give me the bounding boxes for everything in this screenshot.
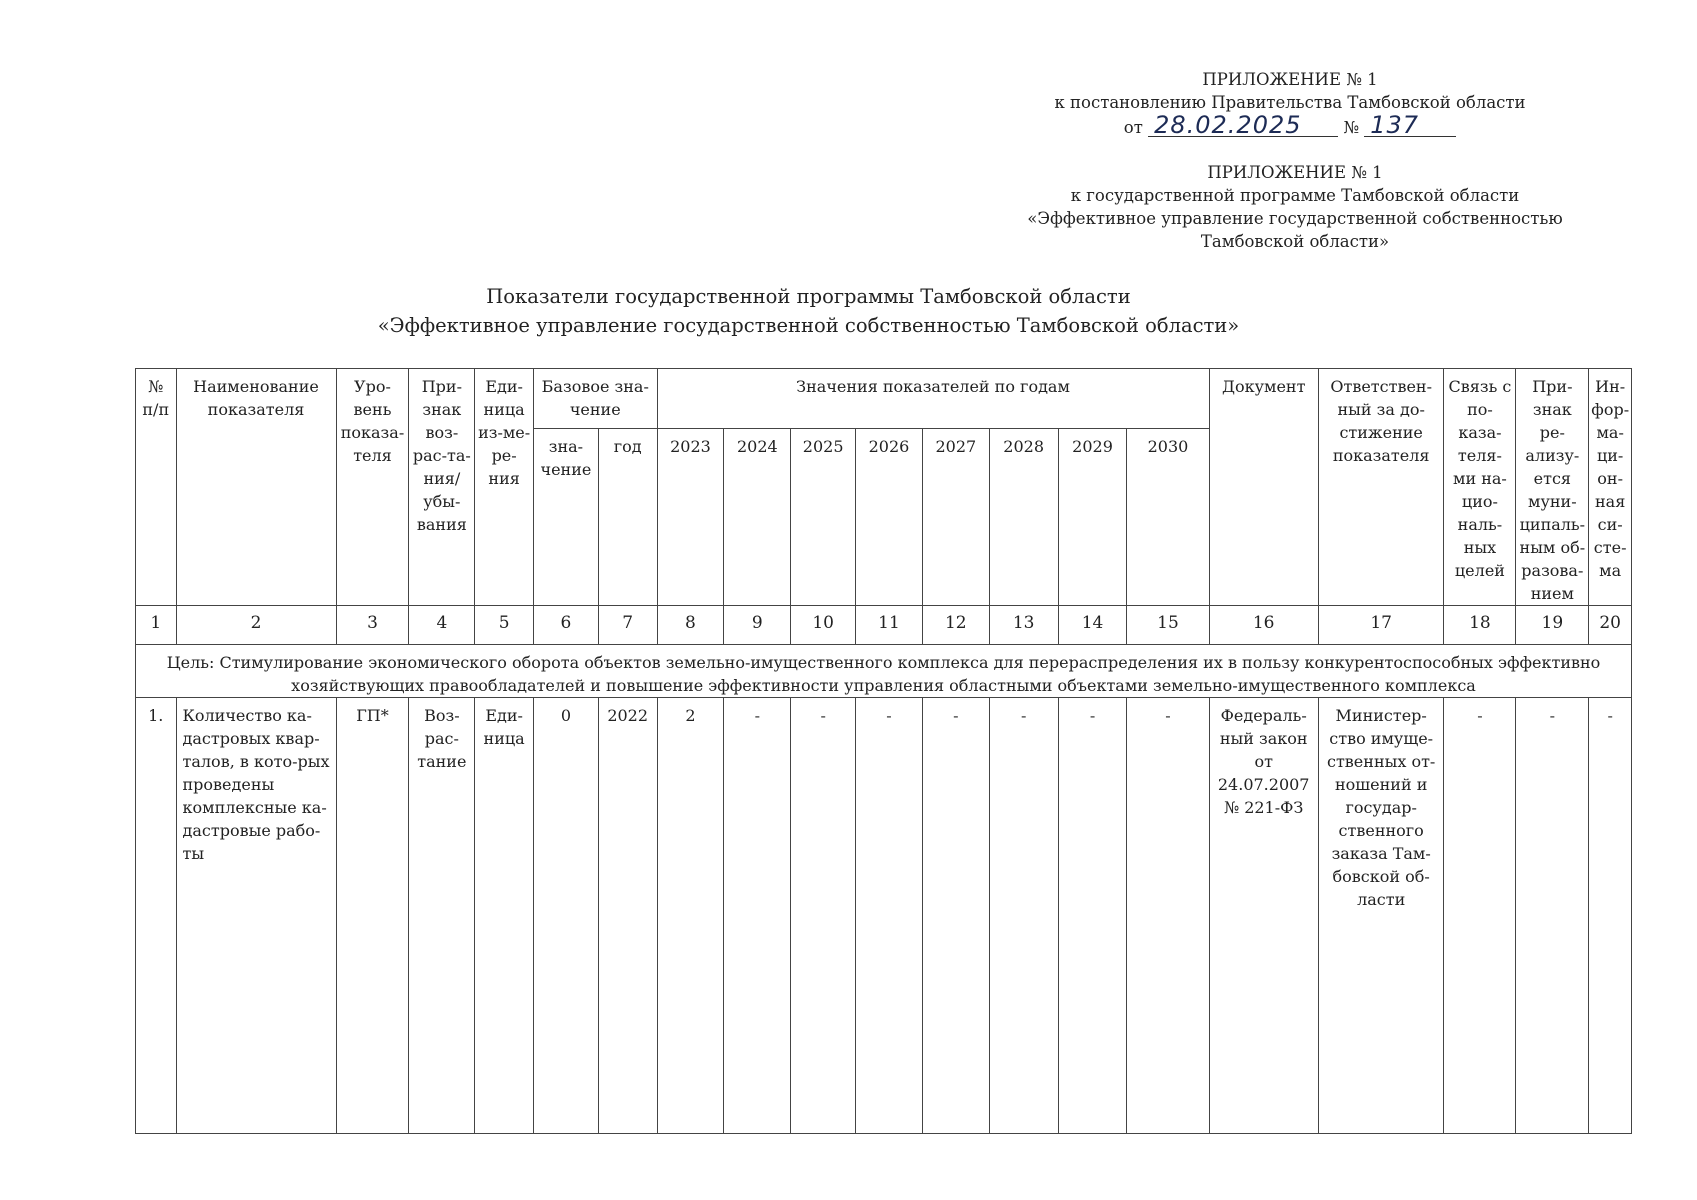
column-number: 3 [336, 606, 409, 645]
row-link: - [1444, 698, 1516, 1134]
column-number: 1 [136, 606, 177, 645]
appendix-2-line3: Тамбовской области» [1200, 232, 1390, 251]
column-number: 19 [1516, 606, 1589, 645]
column-number: 11 [856, 606, 923, 645]
appendix-1-to: к постановлению Правительства Тамбовской области [1054, 93, 1526, 112]
column-number: 14 [1058, 606, 1127, 645]
row-year-value: 2 [657, 698, 724, 1134]
appendix-2-line1: к государственной программе Тамбовской области [1070, 186, 1520, 205]
header-num: № п/п [136, 369, 177, 606]
header-year: 2026 [856, 429, 923, 606]
column-number: 16 [1209, 606, 1318, 645]
column-number: 17 [1318, 606, 1444, 645]
handwritten-date: 28.02.2025 [1148, 114, 1338, 137]
header-base-year: год [598, 429, 657, 606]
row-base-value: 0 [534, 698, 599, 1134]
row-year-value: - [989, 698, 1058, 1134]
header-info-system: Ин-фор-ма-ци-он-ная си-сте-ма [1589, 369, 1632, 606]
row-num: 1. [136, 698, 177, 1134]
header-year: 2030 [1127, 429, 1209, 606]
header-level: Уро-вень показа-теля [336, 369, 409, 606]
appendix-2-line2: «Эффективное управление государственной собственностью [1027, 209, 1563, 228]
header-year: 2025 [791, 429, 856, 606]
number-label: № [1343, 118, 1359, 137]
row-year-value: - [1058, 698, 1127, 1134]
goal-text: Цель: Стимулирование экономического оборота объектов земельно-имущественного комплекса для перераспределения их в пользу конкурентоспособных эффективно хозяйствующих правообладателей и повышение эффективности управления областными объектами земельно-имущественного комплекса [136, 645, 1632, 698]
column-number: 15 [1127, 606, 1209, 645]
from-label: от [1123, 118, 1143, 137]
handwritten-number: 137 [1364, 114, 1456, 137]
header-base: Базовое зна-чение [534, 369, 658, 429]
appendix-2-block [1010, 161, 1580, 253]
column-number: 18 [1444, 606, 1516, 645]
header-link: Связь с по-каза-теля-ми на-цио-наль-ных целей [1444, 369, 1516, 606]
column-number: 10 [791, 606, 856, 645]
row-year-value: - [791, 698, 856, 1134]
header-name: Наименование показателя [176, 369, 336, 606]
column-number-row [136, 606, 1632, 645]
header-year: 2027 [922, 429, 989, 606]
header-municipal: При-знак ре-ализу-ется муни-ципаль-ным об-разова-нием [1516, 369, 1589, 606]
row-base-year: 2022 [598, 698, 657, 1134]
indicators-table [135, 368, 1632, 1134]
column-number: 13 [989, 606, 1058, 645]
appendix-1-block [1040, 68, 1540, 139]
column-number: 8 [657, 606, 724, 645]
column-number: 6 [534, 606, 599, 645]
appendix-2-title: ПРИЛОЖЕНИЕ № 1 [1207, 163, 1383, 182]
column-number: 12 [922, 606, 989, 645]
appendix-1-title: ПРИЛОЖЕНИЕ № 1 [1202, 70, 1378, 89]
row-municipal: - [1516, 698, 1589, 1134]
column-number: 4 [409, 606, 475, 645]
column-number: 9 [724, 606, 791, 645]
column-number: 5 [475, 606, 534, 645]
header-trend: При-знак воз-рас-та-ния/ убы-вания [409, 369, 475, 606]
goal-row [136, 645, 1632, 698]
row-level: ГП* [336, 698, 409, 1134]
row-year-value: - [856, 698, 923, 1134]
header-unit: Еди-ница из-ме-ре-ния [475, 369, 534, 606]
header-year: 2024 [724, 429, 791, 606]
row-year-value: - [1127, 698, 1209, 1134]
doc-title-line2: «Эффективное управление государственной собственностью Тамбовской области» [377, 314, 1240, 337]
row-year-value: - [724, 698, 791, 1134]
doc-title-line1: Показатели государственной программы Тамбовской области [486, 285, 1131, 308]
header-values-by-year: Значения показателей по годам [657, 369, 1209, 429]
header-row-1 [136, 369, 1632, 429]
table-row [136, 698, 1632, 1134]
column-number: 20 [1589, 606, 1632, 645]
header-year: 2023 [657, 429, 724, 606]
row-trend: Воз-рас-тание [409, 698, 475, 1134]
column-number: 2 [176, 606, 336, 645]
column-number: 7 [598, 606, 657, 645]
header-base-value: зна-чение [534, 429, 599, 606]
header-responsible: Ответствен-ный за до-стижение показателя [1318, 369, 1444, 606]
appendix-1-date-line [1123, 111, 1456, 139]
row-unit: Еди-ница [475, 698, 534, 1134]
row-year-value: - [922, 698, 989, 1134]
header-year: 2029 [1058, 429, 1127, 606]
row-info-system: - [1589, 698, 1632, 1134]
row-name: Количество ка-дастровых квар-талов, в кото-рых проведены комплексные ка-дастровые рабо-ты [176, 698, 336, 1134]
header-year: 2028 [989, 429, 1058, 606]
row-responsible: Министер-ство имуще-ственных от-ношений и государ-ственного заказа Там-бовской об-ласти [1318, 698, 1444, 1134]
header-document: Документ [1209, 369, 1318, 606]
row-document: Федераль-ный закон от 24.07.2007 № 221-ФЗ [1209, 698, 1318, 1134]
